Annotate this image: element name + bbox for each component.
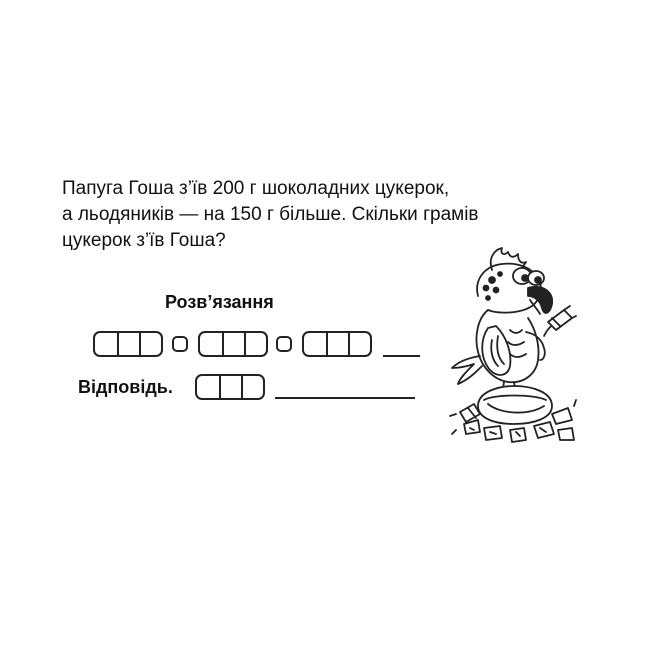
- problem-text: [62, 176, 479, 254]
- answer-blank[interactable]: [275, 397, 415, 399]
- result-boxes[interactable]: [302, 331, 372, 357]
- digit-box[interactable]: [95, 333, 117, 355]
- digit-box[interactable]: [139, 333, 161, 355]
- operator-box[interactable]: [276, 336, 292, 352]
- operator-box[interactable]: [172, 336, 188, 352]
- solution-title: Розв’язання: [165, 292, 274, 312]
- digit-box[interactable]: [197, 376, 219, 398]
- operand-2-boxes[interactable]: [198, 331, 268, 357]
- digit-box[interactable]: [241, 376, 263, 398]
- digit-box[interactable]: [244, 333, 266, 355]
- problem-line-2: а льодяників — на 150 г більше. Скільки грамів: [62, 204, 479, 225]
- operand-1-boxes[interactable]: [93, 331, 163, 357]
- digit-box[interactable]: [348, 333, 370, 355]
- parrot-with-candy-icon: [448, 244, 578, 444]
- answer-label: Відповідь.: [78, 377, 173, 397]
- problem-line-3: цукерок з’їв Гоша?: [62, 230, 226, 251]
- unit-blank[interactable]: [383, 355, 420, 357]
- answer-boxes[interactable]: [195, 374, 265, 400]
- digit-box[interactable]: [222, 333, 244, 355]
- digit-box[interactable]: [326, 333, 348, 355]
- digit-box[interactable]: [200, 333, 222, 355]
- digit-box[interactable]: [219, 376, 241, 398]
- problem-line-1: Папуга Гоша з’їв 200 г шоколадних цукерок,: [62, 178, 450, 199]
- digit-box[interactable]: [304, 333, 326, 355]
- digit-box[interactable]: [117, 333, 139, 355]
